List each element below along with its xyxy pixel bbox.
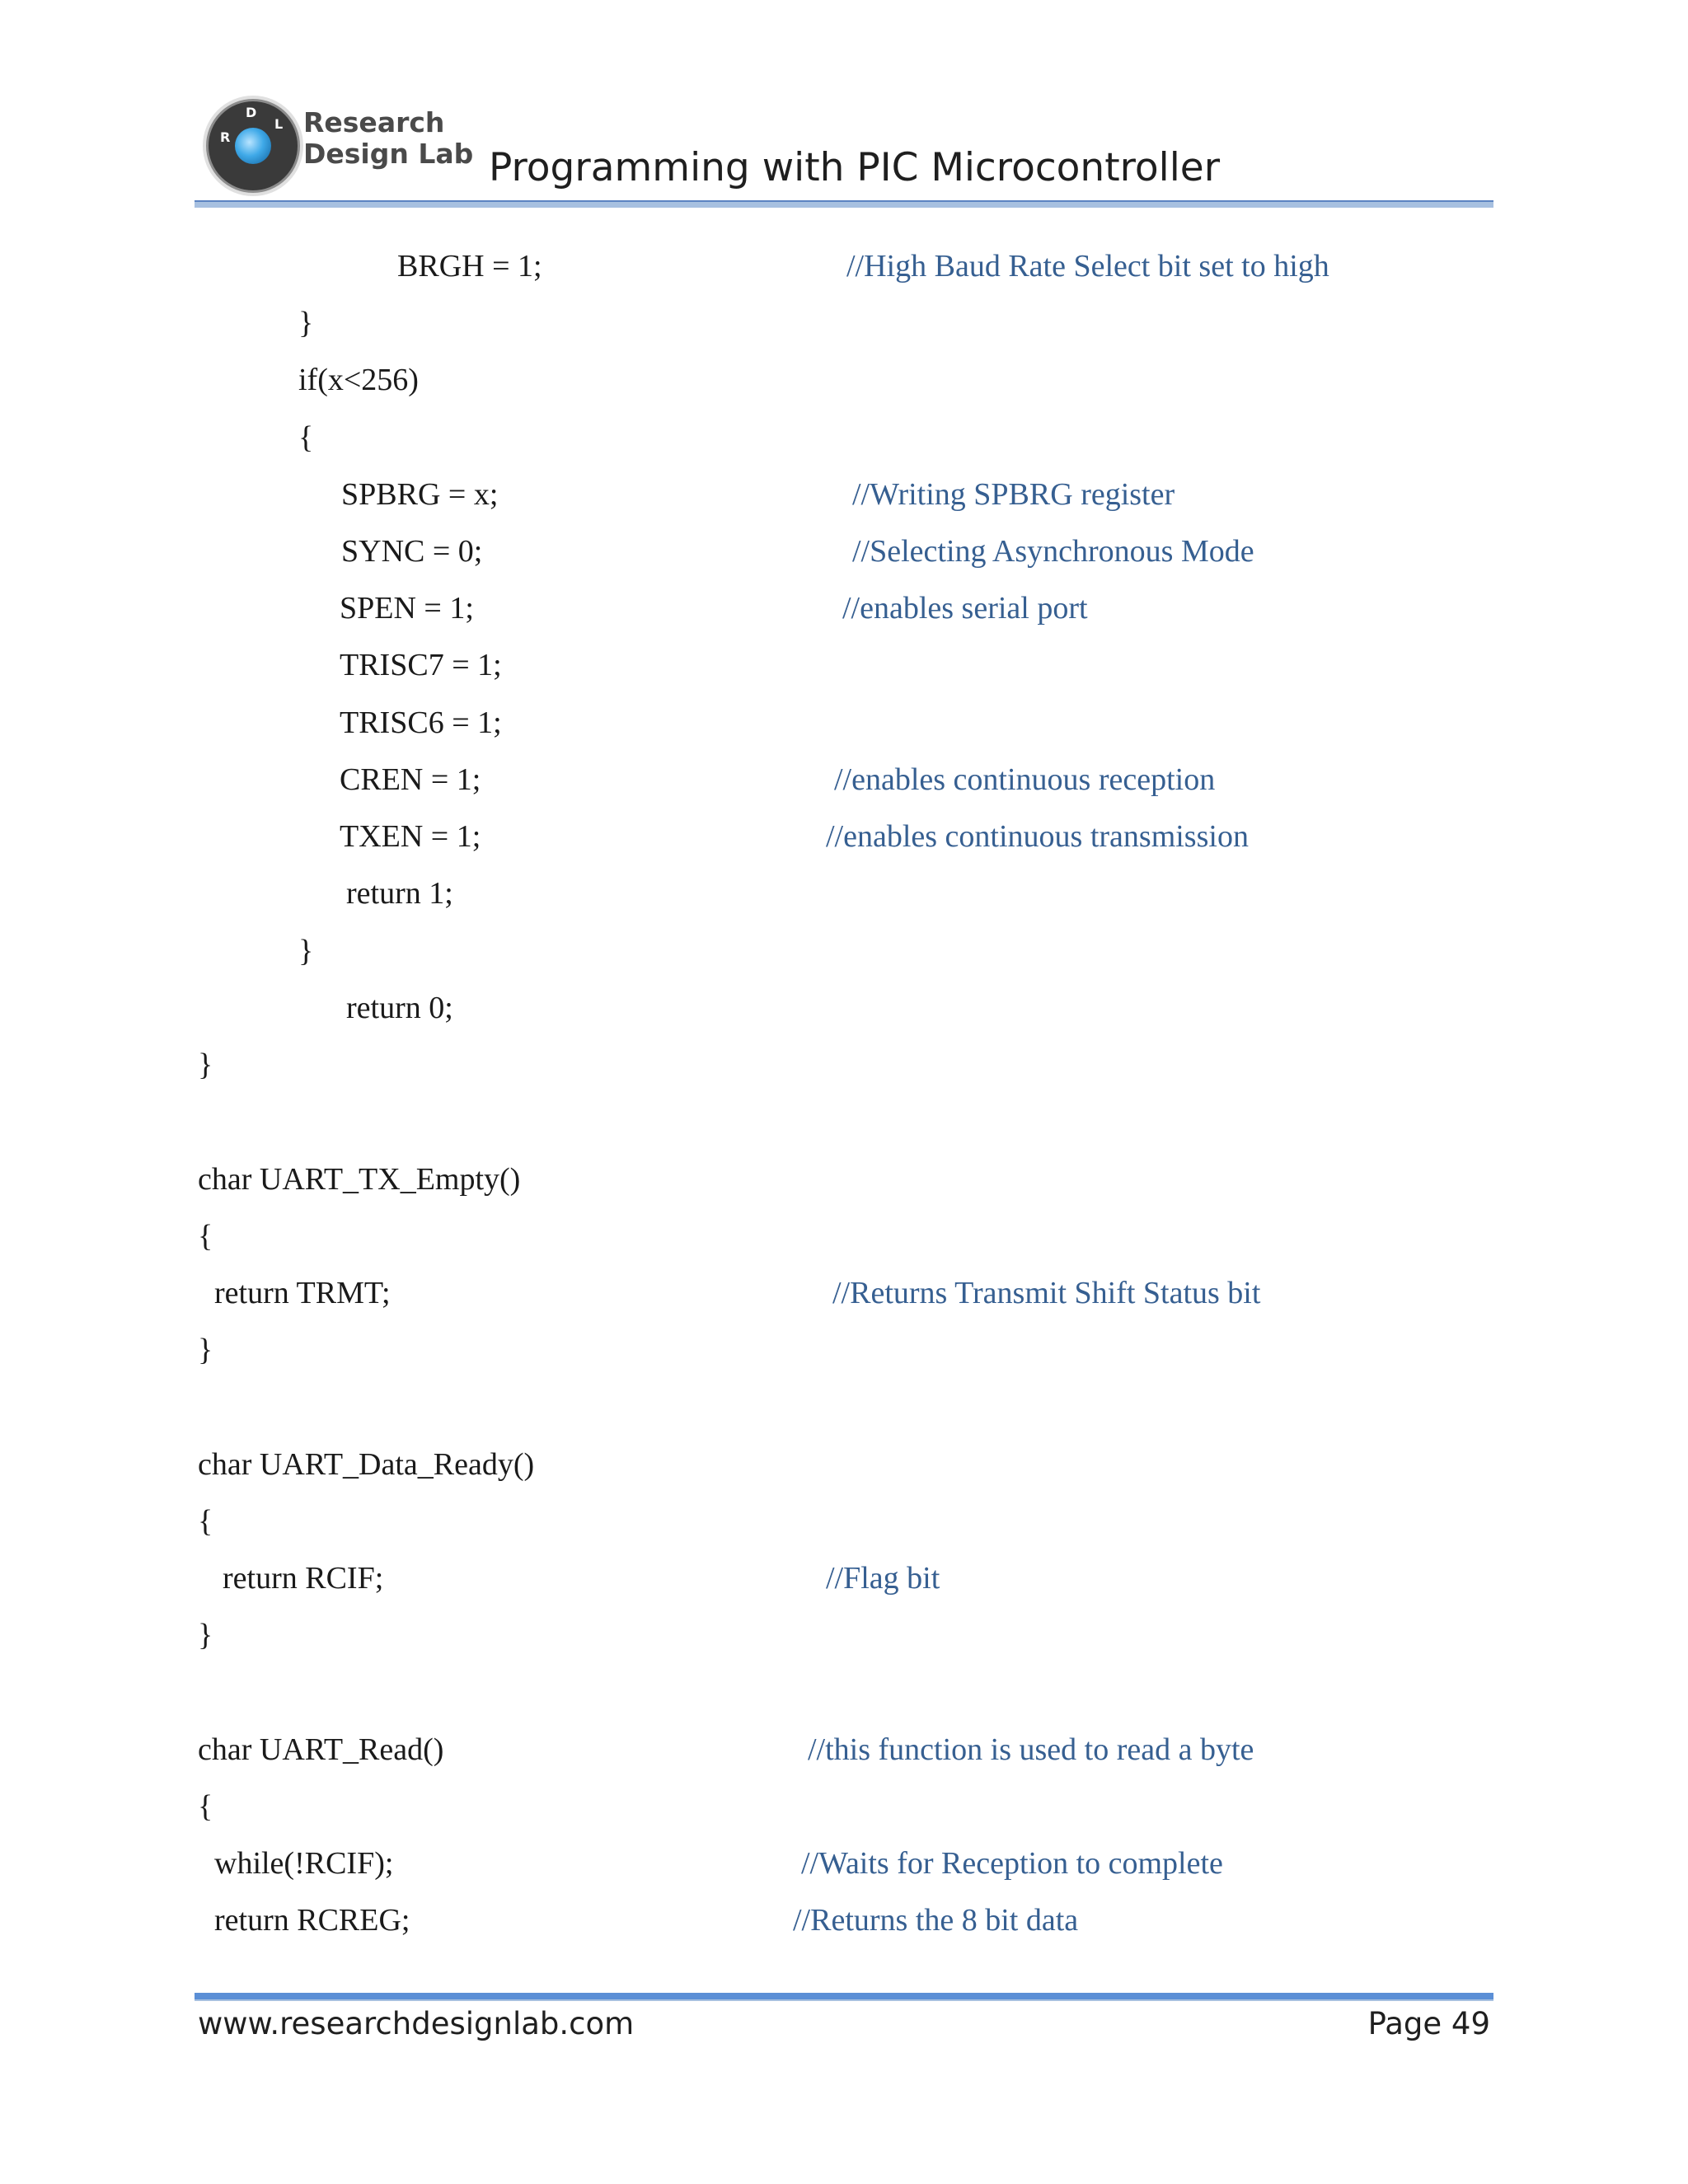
- code-comment: //High Baud Rate Select bit set to high: [846, 249, 1329, 284]
- document-title: Programming with PIC Microcontroller: [489, 145, 1221, 190]
- code-line: SPEN = 1;: [340, 591, 474, 626]
- brand-name: [303, 107, 473, 170]
- code-comment: //Selecting Asynchronous Mode: [852, 534, 1254, 569]
- code-line: char UART_Read(): [198, 1732, 444, 1767]
- logo: [206, 99, 300, 193]
- code-line: while(!RCIF);: [214, 1846, 394, 1881]
- logo-letter-r: R: [220, 129, 231, 145]
- code-line: return 0;: [346, 991, 453, 1025]
- code-comment: //enables continuous transmission: [826, 819, 1249, 854]
- logo-letter-l: L: [274, 116, 284, 132]
- brand-line-1: Research: [303, 106, 445, 138]
- code-line: char UART_Data_Ready(): [198, 1447, 535, 1482]
- code-line: return TRMT;: [214, 1276, 391, 1310]
- code-line: if(x<256): [298, 363, 419, 397]
- brand-line-2: Design Lab: [303, 138, 474, 170]
- code-line: {: [198, 1504, 213, 1539]
- code-line: }: [198, 1618, 213, 1652]
- code-line: CREN = 1;: [340, 762, 481, 797]
- code-comment: //Returns the 8 bit data: [793, 1903, 1079, 1938]
- code-line: {: [298, 420, 314, 455]
- code-line: return RCREG;: [214, 1903, 410, 1938]
- code-line: }: [298, 934, 314, 968]
- code-comment: //enables continuous reception: [834, 762, 1216, 797]
- logo-letter-d: D: [246, 105, 257, 120]
- page-number: Page 49: [1367, 2006, 1490, 2041]
- code-line: SPBRG = x;: [341, 477, 499, 512]
- code-line: }: [298, 306, 314, 340]
- code-comment: //this function is used to read a byte: [808, 1732, 1254, 1767]
- code-comment: //Waits for Reception to complete: [801, 1846, 1223, 1881]
- code-comment: //enables serial port: [842, 591, 1088, 626]
- code-line: BRGH = 1;: [397, 249, 542, 284]
- code-line: SYNC = 0;: [341, 534, 483, 569]
- footer-website-link[interactable]: www.researchdesignlab.com: [198, 2006, 635, 2041]
- code-comment: //Writing SPBRG register: [852, 477, 1175, 512]
- globe-icon: [235, 128, 271, 164]
- code-line: }: [198, 1047, 213, 1082]
- code-line: return RCIF;: [223, 1561, 384, 1596]
- code-line: char UART_TX_Empty(): [198, 1162, 521, 1197]
- code-line: TRISC6 = 1;: [340, 705, 502, 740]
- code-line: return 1;: [346, 876, 453, 911]
- code-line: {: [198, 1219, 213, 1254]
- code-line: {: [198, 1789, 213, 1824]
- code-comment: //Flag bit: [826, 1561, 940, 1596]
- code-line: }: [198, 1333, 213, 1367]
- footer-divider: [195, 1993, 1493, 2001]
- header-divider: [195, 200, 1493, 208]
- code-comment: //Returns Transmit Shift Status bit: [832, 1276, 1261, 1310]
- code-line: TRISC7 = 1;: [340, 648, 502, 682]
- code-line: TXEN = 1;: [340, 819, 481, 854]
